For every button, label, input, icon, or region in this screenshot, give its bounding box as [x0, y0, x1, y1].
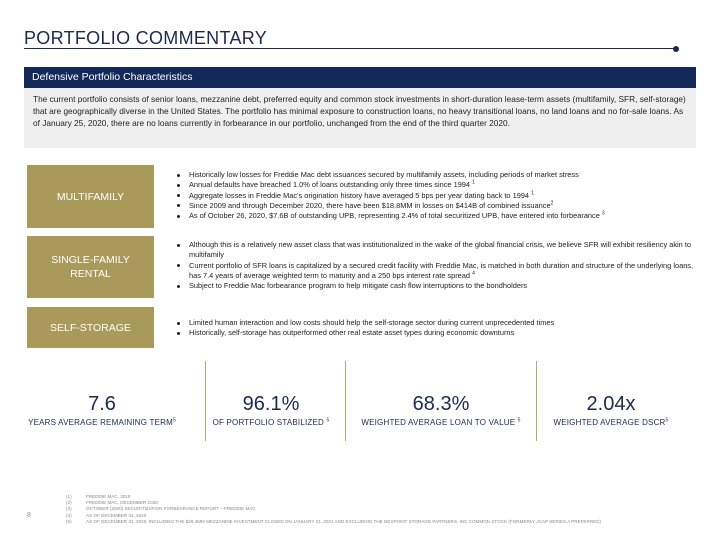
stat-remaining-term-label: YEARS AVERAGE REMAINING TERM$^5$ [28, 417, 176, 427]
list-item: Aggregate losses in Freddie Mac’s origination history have averaged 5 bps per year dating back to 1994 $^1$ [176, 191, 696, 201]
list-item: Subject to Freddie Mac forbearance program to help mitigate cash flow interruptions to the bondholders [176, 281, 696, 291]
footnote: (5) AS OF DECEMBER 31, 2020, INCLUDING THE $26.4MM MEZZANINE INVESTMENT CLOSED ON JANUARY 21, 2021 AND EXCLUDING THE NEXPOINT STORAGE PARTNERS, INC COMMON STOCK (FORMERLY JCAP SERIES A PREFERRED) [66, 518, 602, 524]
stat-dscr-value: 2.04x [586, 393, 636, 415]
list-item: Limited human interaction and low costs should help the self-storage sector during current unprecedented times [176, 318, 696, 328]
defensive-characteristics-box [24, 67, 696, 148]
list-item: Historically low losses for Freddie Mac debt issuances secured by multifamily assets, including periods of market stress [176, 170, 696, 180]
multifamily-bullets [176, 170, 696, 221]
page-number: 8 [27, 512, 31, 519]
stat-stabilized-label: OF PORTFOLIO STABILIZED $^5$ [212, 417, 330, 427]
category-label: SELF-STORAGE [50, 321, 131, 334]
title-rule [24, 48, 676, 49]
category-self-storage [27, 307, 154, 348]
list-item: Historically, self-storage has outperformed other real estate asset types during economic downturns [176, 328, 696, 338]
category-label: MULTIFAMILY [56, 190, 125, 203]
defensive-header: Defensive Portfolio Characteristics [24, 67, 696, 88]
stat-dscr-label: WEIGHTED AVERAGE DSCR$^5$ [553, 417, 669, 427]
stat-ltv-label: WEIGHTED AVERAGE LOAN TO VALUE $^5$ [361, 417, 521, 427]
footnote: (2) FREDDIE MAC, DECEMBER 2020 [66, 500, 158, 506]
title-rule-dot [673, 46, 679, 52]
list-item: Although this is a relatively new asset class that was institutionalized in the wake of the global financial crisis, we believe SFR will exhibit resiliency akin to multifamily [176, 240, 696, 261]
list-item: As of October 26, 2020, $7.6B of outstanding UPB, representing 2.4% of total securitized UPB, have entered into forbearance $^3$ [176, 211, 696, 221]
stat-stabilized-value: 96.1% [242, 393, 300, 415]
list-item: Since 2009 and through December 2020, there have been $18.8MM in losses on $414B of combined issuance$^2$ [176, 201, 696, 211]
self-storage-bullets [176, 318, 696, 339]
category-label: SINGLE-FAMILY RENTAL [51, 254, 130, 280]
footnotes [66, 494, 601, 525]
defensive-body: The current portfolio consists of senior loans, mezzanine debt, preferred equity and common stock investments in short-duration lease-term assets (multifamily, SFR, self-storage) that are geographically diverse in the United States. The portfolio has minimal exposure to construction loans, no heavy transitional loans, no land loans and no for-sale loans. As of January 25, 2020, there are no loans currently in forbearance in our portfolio, unchanged from the end of the third quarter 2020. [33, 94, 686, 129]
sfr-bullets [176, 240, 696, 291]
stat-remaining-term-value: 7.6 [88, 393, 116, 415]
page-title: PORTFOLIO COMMENTARY [24, 28, 268, 48]
category-multifamily [27, 165, 154, 228]
footnote: (4) AS OF DECEMBER 31, 2020 [66, 512, 147, 518]
stat-ltv-value: 68.3% [412, 393, 470, 415]
list-item: Annual defaults have breached 1.0% of loans outstanding only three times since 1994 $^1$ [176, 180, 696, 190]
footnote: (3) OCTOBER (2020) SECURITIZATION FORBEARANCE REPORT – FREDDIE MAC [66, 506, 256, 512]
footnote: (1) FREDDIE MAC, 2019 [66, 494, 131, 499]
list-item: Current portfolio of SFR loans is capitalized by a secured credit facility with Freddie Mac, is matched in both duration and structure of the underlying loans, has 7.4 years of average weighted term to maturity and a 250 bps interest rate spread $^4$ [176, 261, 696, 282]
category-single-family-rental [27, 236, 154, 298]
